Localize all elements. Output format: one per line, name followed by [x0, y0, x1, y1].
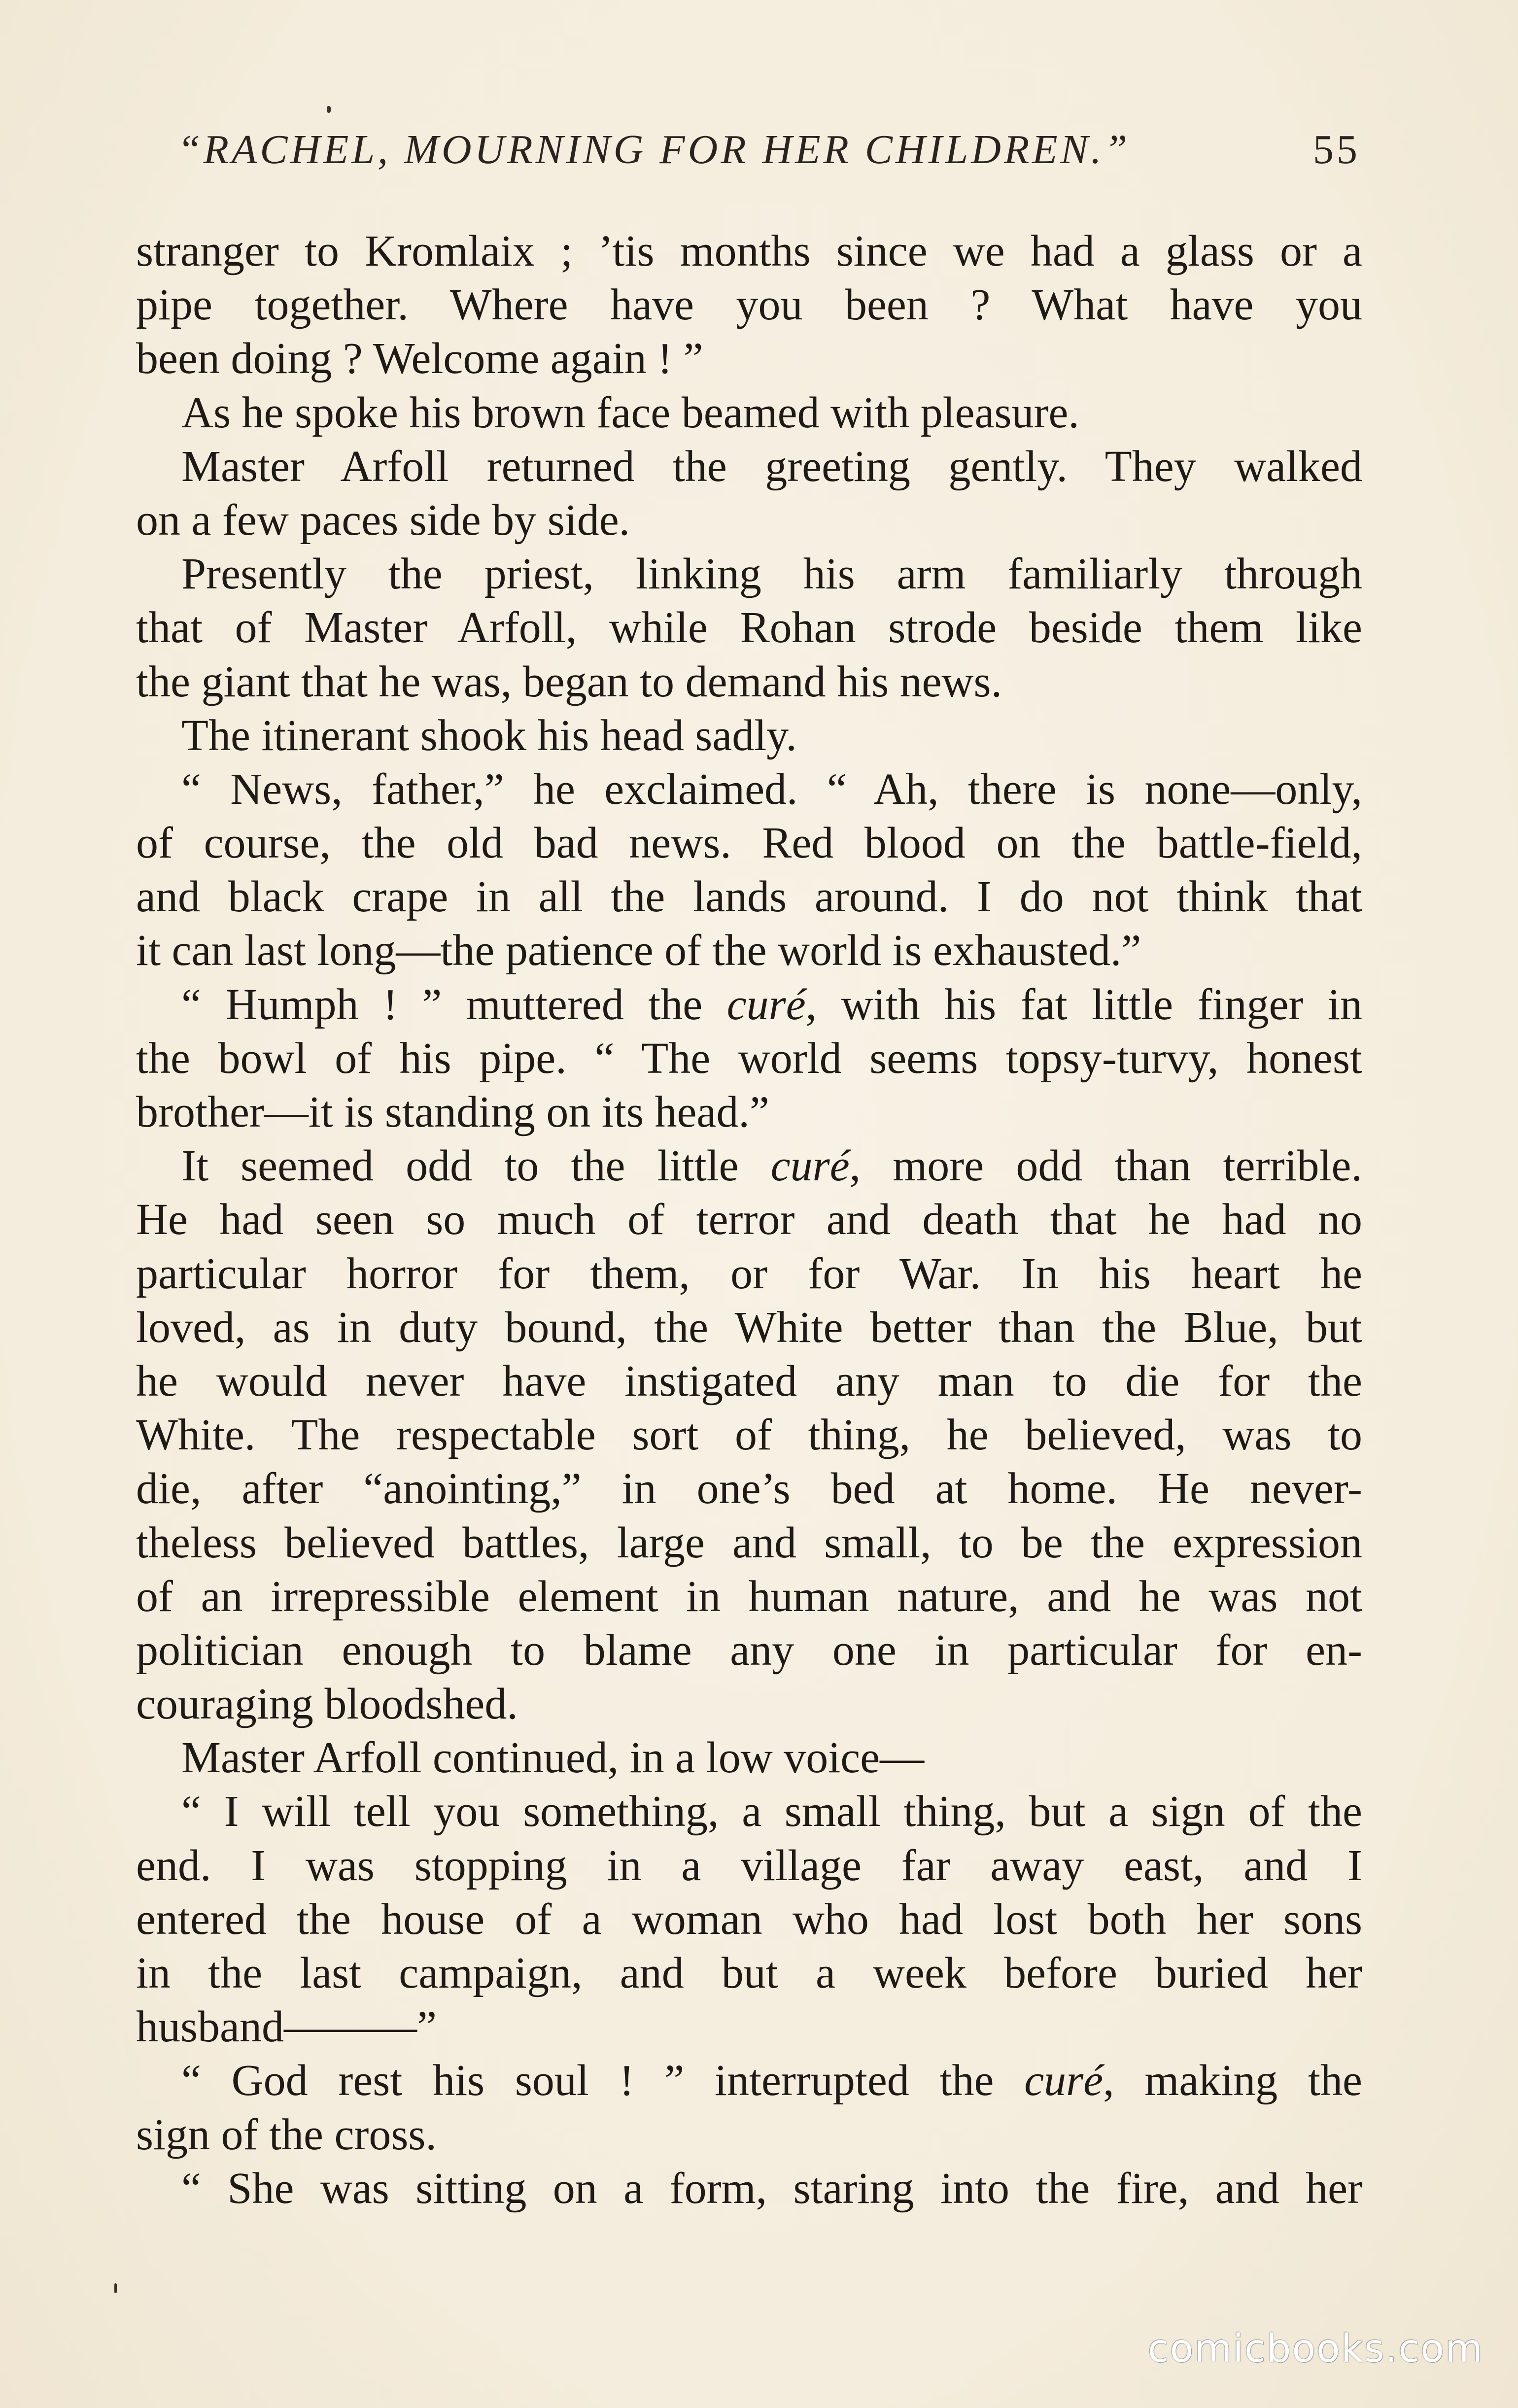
- text-line: politician enough to blame any one in particular for en-: [136, 1625, 1362, 1675]
- text-line: die, after “anointing,” in one’s bed at home. He never-: [136, 1464, 1362, 1514]
- text-line: Master Arfoll continued, in a low voice—: [181, 1733, 925, 1783]
- text-line: couraging bloodshed.: [136, 1680, 518, 1729]
- text-line: on a few paces side by side.: [136, 495, 630, 545]
- text-line: loved, as in duty bound, the White better than the Blue, but: [136, 1303, 1362, 1352]
- text-line: Master Arfoll returned the greeting gently. They walked: [181, 442, 1362, 491]
- text-line: that of Master Arfoll, while Rohan strode beside them like: [136, 603, 1362, 653]
- text-line: stranger to Kromlaix ; ’tis months since we had a glass or a: [136, 227, 1362, 275]
- text-line: He had seen so much of terror and death that he had no: [136, 1195, 1362, 1244]
- body-text: [136, 224, 1362, 2215]
- text-line: “ Humph ! ” muttered the curé, with his fat little finger in: [181, 980, 1362, 1029]
- text-line: “ I will tell you something, a small thing, but a sign of the: [181, 1787, 1362, 1836]
- text-line: in the last campaign, and but a week before buried her: [136, 1949, 1362, 1997]
- text-line: pipe together. Where have you been ? What have you: [136, 280, 1362, 330]
- text-line: It seemed odd to the little curé, more odd than terrible.: [181, 1141, 1362, 1191]
- text-line: sign of the cross.: [136, 2110, 437, 2159]
- text-line: end. I was stopping in a village far away east, and I: [136, 1841, 1362, 1890]
- italic-word: curé: [770, 1141, 850, 1191]
- text-line: The itinerant shook his head sadly.: [181, 711, 797, 760]
- text-line: theless believed battles, large and small, to be the expression: [136, 1518, 1362, 1567]
- text-line: entered the house of a woman who had lost both her sons: [136, 1894, 1362, 1944]
- running-title: “RACHEL, MOURNING FOR HER CHILDREN.”: [177, 127, 1131, 172]
- print-speck: [327, 106, 331, 113]
- print-speck: [114, 2283, 117, 2293]
- text-line: it can last long—the patience of the world is exhausted.”: [136, 926, 1141, 975]
- text-line: Presently the priest, linking his arm familiarly through: [181, 550, 1362, 599]
- text-line: husband———”: [136, 2002, 437, 2052]
- text-line: of an irrepressible element in human nature, and he was not: [136, 1572, 1362, 1621]
- text-line: the bowl of his pipe. “ The world seems topsy-turvy, honest: [136, 1033, 1362, 1083]
- text-line: White. The respectable sort of thing, he believed, was to: [136, 1410, 1362, 1460]
- text-line: the giant that he was, began to demand his news.: [136, 657, 1002, 706]
- text-line: been doing ? Welcome again ! ”: [136, 334, 703, 383]
- text-line: “ God rest his soul ! ” interrupted the curé, making the: [181, 2056, 1362, 2105]
- text-line: “ News, father,” he exclaimed. “ Ah, there is none—only,: [181, 764, 1362, 814]
- text-line: As he spoke his brown face beamed with pleasure.: [181, 388, 1079, 437]
- page-number: 55: [1313, 127, 1360, 172]
- text-line: brother—it is standing on its head.”: [136, 1088, 769, 1136]
- italic-word: curé: [726, 980, 806, 1029]
- running-header: [177, 126, 1360, 185]
- text-line: particular horror for them, or for War. In his heart he: [136, 1249, 1362, 1298]
- text-line: he would never have instigated any man to die for the: [136, 1356, 1362, 1406]
- watermark-logo: comicbooks.com: [1147, 2327, 1484, 2371]
- text-line: and black crape in all the lands around. I do not think that: [136, 872, 1362, 922]
- italic-word: curé: [1024, 2056, 1104, 2105]
- text-line: “ She was sitting on a form, staring into the fire, and her: [181, 2164, 1362, 2213]
- text-line: of course, the old bad news. Red blood on the battle-field,: [136, 819, 1362, 868]
